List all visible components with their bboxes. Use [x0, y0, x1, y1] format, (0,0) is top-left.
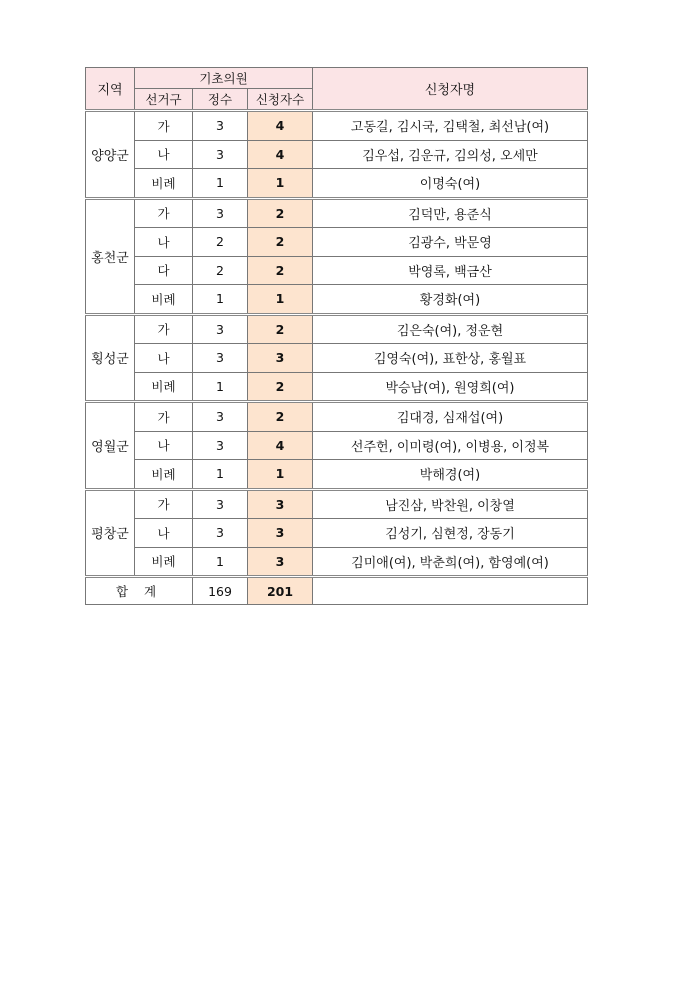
quota-cell: 1 — [193, 285, 248, 315]
names-cell: 박해경(여) — [313, 460, 588, 490]
applicants-cell: 1 — [248, 285, 313, 315]
district-cell: 비례 — [135, 169, 193, 199]
quota-cell: 3 — [193, 402, 248, 432]
names-cell: 남진삼, 박찬원, 이창열 — [313, 489, 588, 519]
table-row — [86, 372, 588, 402]
quota-cell: 1 — [193, 169, 248, 199]
quota-cell: 3 — [193, 140, 248, 169]
region-cell: 양양군 — [86, 111, 135, 199]
table-row — [86, 431, 588, 460]
table-row — [86, 519, 588, 548]
header-quota: 정수 — [193, 89, 248, 111]
quota-cell: 3 — [193, 519, 248, 548]
table-row — [86, 228, 588, 257]
district-cell: 나 — [135, 140, 193, 169]
table-row — [86, 198, 588, 228]
region-cell: 홍천군 — [86, 198, 135, 314]
district-cell: 다 — [135, 256, 193, 285]
table-row — [86, 256, 588, 285]
district-cell: 비례 — [135, 460, 193, 490]
table-row — [86, 111, 588, 141]
quota-cell: 1 — [193, 547, 248, 577]
applicants-cell: 3 — [248, 547, 313, 577]
applicants-cell: 2 — [248, 256, 313, 285]
table-row — [86, 460, 588, 490]
applicant-table — [85, 67, 588, 605]
table-row — [86, 344, 588, 373]
region-group — [86, 314, 588, 402]
names-cell: 박승남(여), 원영희(여) — [313, 372, 588, 402]
names-cell: 김광수, 박문영 — [313, 228, 588, 257]
total-label: 합 계 — [86, 577, 193, 605]
total-applicants: 201 — [248, 577, 313, 605]
table-row — [86, 314, 588, 344]
names-cell: 김은숙(여), 정운현 — [313, 314, 588, 344]
district-cell: 나 — [135, 431, 193, 460]
names-cell: 김덕만, 용준식 — [313, 198, 588, 228]
quota-cell: 1 — [193, 372, 248, 402]
applicants-cell: 2 — [248, 198, 313, 228]
table-row — [86, 285, 588, 315]
table-row — [86, 402, 588, 432]
applicants-cell: 2 — [248, 372, 313, 402]
applicants-cell: 4 — [248, 431, 313, 460]
names-cell: 김미애(여), 박춘희(여), 함영예(여) — [313, 547, 588, 577]
district-cell: 비례 — [135, 285, 193, 315]
applicants-cell: 3 — [248, 344, 313, 373]
applicants-cell: 1 — [248, 460, 313, 490]
header-region: 지역 — [86, 68, 135, 111]
names-cell: 이명숙(여) — [313, 169, 588, 199]
table-row — [86, 489, 588, 519]
quota-cell: 1 — [193, 460, 248, 490]
quota-cell: 2 — [193, 228, 248, 257]
district-cell: 나 — [135, 228, 193, 257]
header-council: 기초의원 — [135, 68, 313, 89]
quota-cell: 2 — [193, 256, 248, 285]
quota-cell: 3 — [193, 431, 248, 460]
district-cell: 가 — [135, 489, 193, 519]
table-row — [86, 547, 588, 577]
names-cell: 박영록, 백금산 — [313, 256, 588, 285]
applicants-cell: 1 — [248, 169, 313, 199]
table-footer — [86, 577, 588, 605]
district-cell: 가 — [135, 111, 193, 141]
names-cell: 고동길, 김시국, 김택철, 최선남(여) — [313, 111, 588, 141]
quota-cell: 3 — [193, 314, 248, 344]
district-cell: 가 — [135, 198, 193, 228]
names-cell: 황경화(여) — [313, 285, 588, 315]
header-applicants: 신청자수 — [248, 89, 313, 111]
table-row — [86, 140, 588, 169]
names-cell: 김영숙(여), 표한상, 홍월표 — [313, 344, 588, 373]
header-district: 선거구 — [135, 89, 193, 111]
applicants-cell: 4 — [248, 111, 313, 141]
quota-cell: 3 — [193, 489, 248, 519]
applicants-cell: 4 — [248, 140, 313, 169]
district-cell: 비례 — [135, 372, 193, 402]
district-cell: 가 — [135, 402, 193, 432]
names-cell: 선주헌, 이미령(여), 이병용, 이정복 — [313, 431, 588, 460]
applicants-cell: 2 — [248, 314, 313, 344]
region-cell: 횡성군 — [86, 314, 135, 402]
total-row — [86, 577, 588, 605]
region-group — [86, 489, 588, 577]
applicants-cell: 2 — [248, 228, 313, 257]
region-group — [86, 111, 588, 199]
district-cell: 가 — [135, 314, 193, 344]
district-cell: 비례 — [135, 547, 193, 577]
quota-cell: 3 — [193, 344, 248, 373]
table-row — [86, 169, 588, 199]
quota-cell: 3 — [193, 198, 248, 228]
table-header — [86, 68, 588, 111]
total-names — [313, 577, 588, 605]
district-cell: 나 — [135, 519, 193, 548]
region-group — [86, 402, 588, 490]
region-cell: 영월군 — [86, 402, 135, 490]
district-cell: 나 — [135, 344, 193, 373]
header-names: 신청자명 — [313, 68, 588, 111]
region-cell: 평창군 — [86, 489, 135, 577]
names-cell: 김우섭, 김운규, 김의성, 오세만 — [313, 140, 588, 169]
applicants-cell: 2 — [248, 402, 313, 432]
applicants-cell: 3 — [248, 489, 313, 519]
total-quota: 169 — [193, 577, 248, 605]
names-cell: 김대경, 심재섭(여) — [313, 402, 588, 432]
names-cell: 김성기, 심현정, 장동기 — [313, 519, 588, 548]
applicants-cell: 3 — [248, 519, 313, 548]
quota-cell: 3 — [193, 111, 248, 141]
region-group — [86, 198, 588, 314]
